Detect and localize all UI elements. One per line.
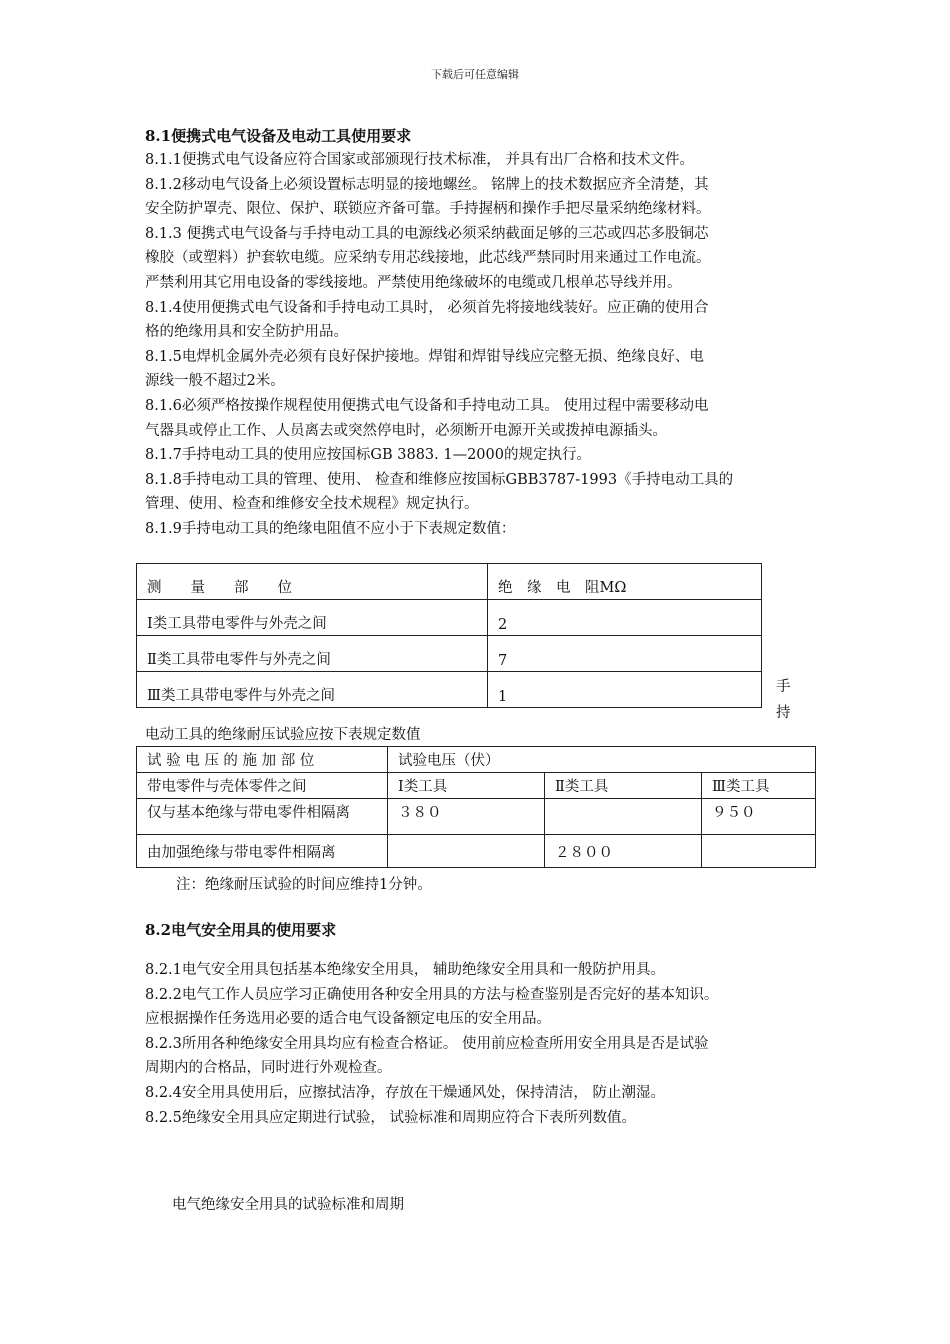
table-cell: 由加强绝缘与带电零件相隔离 bbox=[137, 835, 388, 868]
table-subheader-row bbox=[137, 773, 816, 799]
table-row bbox=[137, 636, 762, 672]
table-cell bbox=[545, 799, 702, 835]
table-cell bbox=[388, 835, 545, 868]
paragraph-line: 格的绝缘用具和安全防护用品。 bbox=[145, 324, 348, 341]
table-header-cell: Ⅰ类工具 bbox=[388, 773, 545, 799]
paragraph-line: 8.1.3 便携式电气设备与手持电动工具的电源线必须采纳截面足够的三芯或四芯多股铜芯 bbox=[145, 225, 709, 242]
table-header-row bbox=[137, 747, 816, 773]
table-header-cell: 试验电压（伏） bbox=[388, 747, 816, 773]
side-text-char: 手 bbox=[776, 679, 791, 695]
section-body bbox=[145, 148, 825, 542]
paragraph-line: 橡胶（或塑料）护套软电缆。应采纳专用芯线接地，此芯线严禁同时用来通过工作电流。 bbox=[145, 250, 711, 267]
paragraph-line: 8.2.1电气安全用具包括基本绝缘安全用具， 辅助绝缘安全用具和一般防护用具。 bbox=[145, 962, 666, 978]
table-cell: 仅与基本绝缘与带电零件相隔离 bbox=[137, 799, 388, 835]
paragraph-line: 8.2.5绝缘安全用具应定期进行试验， 试验标准和周期应符合下表所列数值。 bbox=[145, 1109, 637, 1126]
paragraph-line: 周期内的合格品，同时进行外观检查。 bbox=[145, 1060, 392, 1077]
table-cell: Ⅲ类工具带电零件与外壳之间 bbox=[137, 672, 488, 708]
paragraph-line: 8.1.2移动电气设备上必须设置标志明显的接地螺丝。 铭牌上的技术数据应齐全清楚，其 bbox=[145, 176, 709, 193]
table-cell bbox=[702, 835, 816, 868]
paragraph-line: 8.1.7手持电动工具的使用应按国标GB 3883. 1—2000的规定执行。 bbox=[145, 447, 591, 464]
section-heading: 8.2电气安全用具的使用要求 bbox=[145, 921, 337, 939]
table-header-cell: 绝 缘 电 阻MΩ bbox=[488, 564, 762, 600]
withstand-voltage-table bbox=[136, 746, 816, 868]
section-8-2 bbox=[145, 918, 825, 1130]
paragraph-line: 8.1.5电焊机金属外壳必须有良好保护接地。焊钳和焊钳导线应完整无损、绝缘良好、电 bbox=[145, 348, 704, 365]
page-header-note: 下载后可任意编辑 bbox=[431, 68, 519, 81]
table-cell: ９５０ bbox=[702, 799, 816, 835]
table-header-cell: Ⅲ类工具 bbox=[702, 773, 816, 799]
table2-note: 注：绝缘耐压试验的时间应维持1分钟。 bbox=[176, 877, 432, 893]
paragraph-line: 8.2.2电气工作人员应学习正确使用各种安全用具的方法与检查鉴别是否完好的基本知识。 bbox=[145, 986, 719, 1003]
table2-caption: 电动工具的绝缘耐压试验应按下表规定数值 bbox=[145, 727, 421, 743]
paragraph-line: 8.1.1便携式电气设备应符合国家或部颁现行技术标准， 并具有出厂合格和技术文件。 bbox=[145, 152, 695, 168]
paragraph-line: 源线一般不超过2米。 bbox=[145, 373, 285, 390]
paragraph-line: 8.1.9手持电动工具的绝缘电阻值不应小于下表规定数值： bbox=[145, 520, 516, 537]
paragraph-line: 8.1.4使用便携式电气设备和手持电动工具时， 必须首先将接地线装好。应正确的使用合 bbox=[145, 299, 709, 316]
table-header-cell: 试 验 电 压 的 施 加 部 位 bbox=[137, 747, 388, 773]
paragraph-line: 8.2.3所用各种绝缘安全用具均应有检查合格证。 使用前应检查所用安全用具是否是试验 bbox=[145, 1035, 709, 1052]
paragraph-line: 管理、使用、检查和维修安全技术规程》规定执行。 bbox=[145, 496, 479, 513]
table3-caption: 电气绝缘安全用具的试验标准和周期 bbox=[172, 1197, 404, 1213]
section-body bbox=[145, 958, 825, 1130]
table-cell: 7 bbox=[488, 636, 762, 672]
table-cell: 1 bbox=[488, 672, 762, 708]
table-cell: ３８０ bbox=[388, 799, 545, 835]
table-header-cell: 带电零件与壳体零件之间 bbox=[137, 773, 388, 799]
paragraph-line: 气器具或停止工作、人员离去或突然停电时，必须断开电源开关或拨掉电源插头。 bbox=[145, 422, 667, 439]
table-cell: 2 bbox=[488, 600, 762, 636]
paragraph-line: 8.1.6必须严格按操作规程使用便携式电气设备和手持电动工具。 使用过程中需要移动电 bbox=[145, 397, 709, 414]
paragraph-line: 应根据操作任务选用必要的适合电气设备额定电压的安全用品。 bbox=[145, 1011, 551, 1028]
table-row bbox=[137, 835, 816, 868]
section-heading: 8.1便携式电气设备及电动工具使用要求 bbox=[145, 127, 412, 145]
table-row bbox=[137, 799, 816, 835]
table-row bbox=[137, 600, 762, 636]
insulation-resistance-table bbox=[136, 563, 762, 708]
table-cell: Ⅱ类工具带电零件与外壳之间 bbox=[137, 636, 488, 672]
paragraph-line: 8.2.4安全用具使用后，应擦拭洁净，存放在干燥通风处，保持清洁， 防止潮湿。 bbox=[145, 1084, 666, 1101]
section-8-1 bbox=[145, 124, 825, 542]
paragraph-line: 安全防护罩壳、限位、保护、联锁应齐备可靠。手持握柄和操作手把尽量采纳绝缘材料。 bbox=[145, 201, 711, 218]
paragraph-line: 严禁利用其它用电设备的零线接地。严禁使用绝缘破坏的电缆或几根单芯导线并用。 bbox=[145, 274, 682, 291]
side-text-char: 持 bbox=[776, 705, 791, 721]
table-header-cell: Ⅱ类工具 bbox=[545, 773, 702, 799]
table-cell: ２８００ bbox=[545, 835, 702, 868]
table-header-cell: 测 量 部 位 bbox=[137, 564, 488, 600]
table-row bbox=[137, 672, 762, 708]
paragraph-line: 8.1.8手持电动工具的管理、使用、 检查和维修应按国标GBB3787-1993《手持电动工具的 bbox=[145, 471, 734, 488]
table-header-row bbox=[137, 564, 762, 600]
table-cell: Ⅰ类工具带电零件与外壳之间 bbox=[137, 600, 488, 636]
